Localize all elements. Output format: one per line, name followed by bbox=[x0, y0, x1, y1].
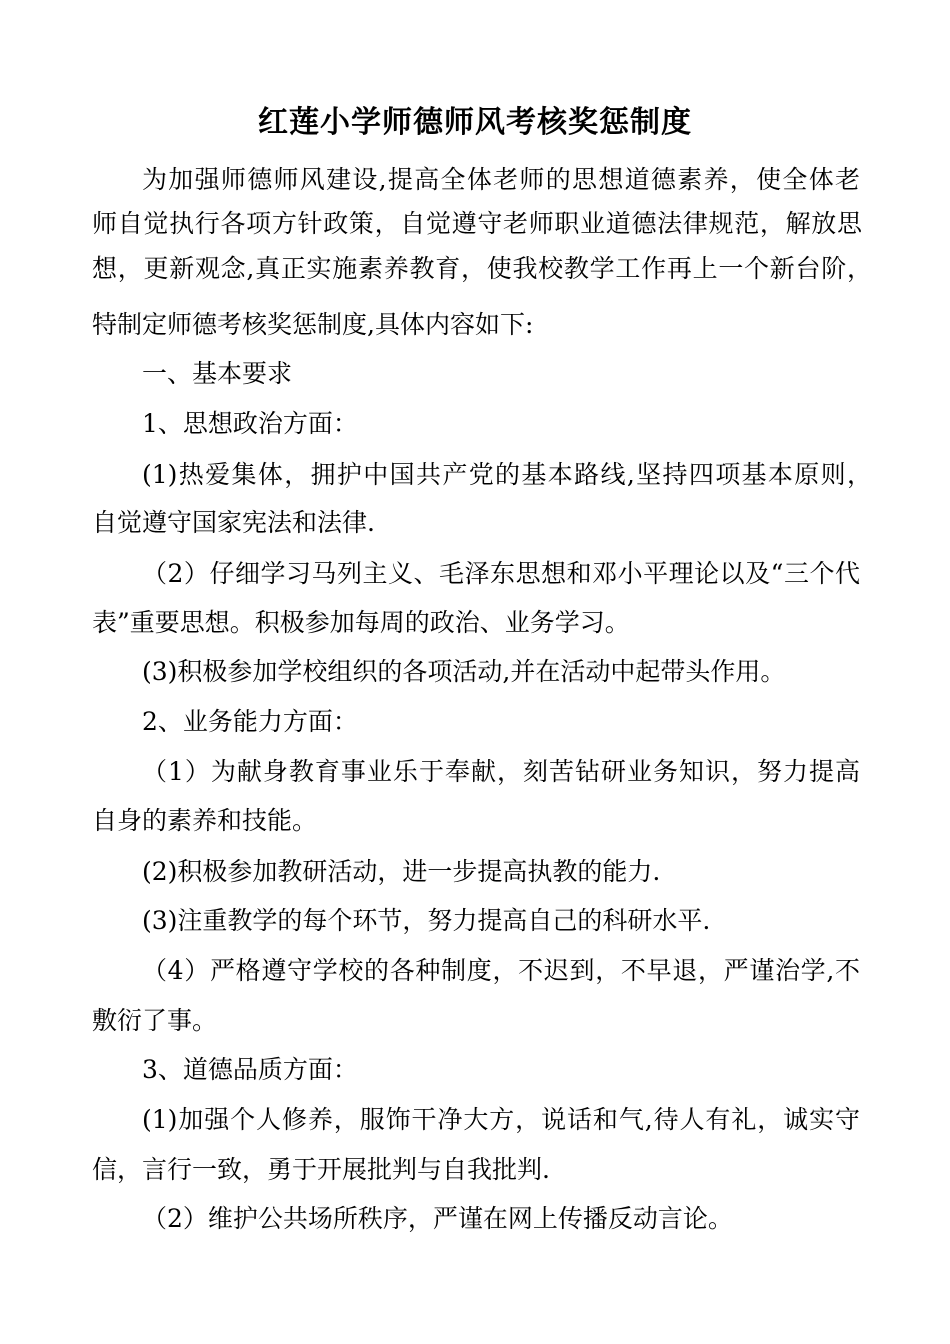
list-item-line: （1）为献身教育事业乐于奉献，刻苦钻研业务知识，努力提高 bbox=[142, 757, 860, 786]
list-item-line: 自身的素养和技能。 bbox=[92, 806, 318, 835]
paragraph-line: 师自觉执行各项方针政策，自觉遵守老师职业道德法律规范，解放思 bbox=[92, 209, 862, 238]
paragraph-line: 想，更新观念,真正实施素养教育，使我校教学工作再上一个新台阶， bbox=[92, 254, 872, 283]
subsection-heading: 3、道德品质方面： bbox=[142, 1055, 358, 1084]
list-item-line: (2)积极参加教研活动，进一步提高执教的能力. bbox=[142, 857, 661, 886]
list-item-line: (3)积极参加学校组织的各项活动,并在活动中起带头作用。 bbox=[142, 657, 786, 686]
list-item-line: （2）维护公共场所秩序，严谨在网上传播反动言论。 bbox=[142, 1204, 733, 1233]
list-item-line: （2）仔细学习马列主义、毛泽东思想和邓小平理论以及“三个代 bbox=[142, 559, 860, 588]
document-title: 红莲小学师德师风考核奖惩制度 bbox=[258, 105, 692, 140]
list-item-line: 表”重要思想。积极参加每周的政治、业务学习。 bbox=[92, 608, 630, 637]
list-item-line: 敷衍了事。 bbox=[92, 1006, 218, 1035]
list-item-line: 信，言行一致，勇于开展批判与自我批判. bbox=[92, 1155, 550, 1184]
list-item-line: (3)注重教学的每个环节，努力提高自己的科研水平. bbox=[142, 906, 711, 935]
subsection-heading: 1、思想政治方面： bbox=[142, 409, 358, 438]
subsection-heading: 2、业务能力方面： bbox=[142, 707, 358, 736]
list-item-line: (1)加强个人修养，服饰干净大方，说话和气,待人有礼，诚实守 bbox=[142, 1105, 860, 1134]
list-item-line: （4）严格遵守学校的各种制度，不迟到，不早退，严谨治学,不 bbox=[142, 956, 860, 985]
paragraph-line: 特制定师德考核奖惩制度,具体内容如下: bbox=[92, 310, 534, 339]
list-item-line: 自觉遵守国家宪法和法律. bbox=[92, 508, 375, 537]
paragraph-line: 为加强师德师风建设,提高全体老师的思想道德素养，使全体老 bbox=[142, 165, 860, 194]
list-item-line: (1)热爱集体，拥护中国共产党的基本路线,坚持四项基本原则， bbox=[142, 460, 872, 489]
section-heading: 一、基本要求 bbox=[142, 359, 293, 388]
